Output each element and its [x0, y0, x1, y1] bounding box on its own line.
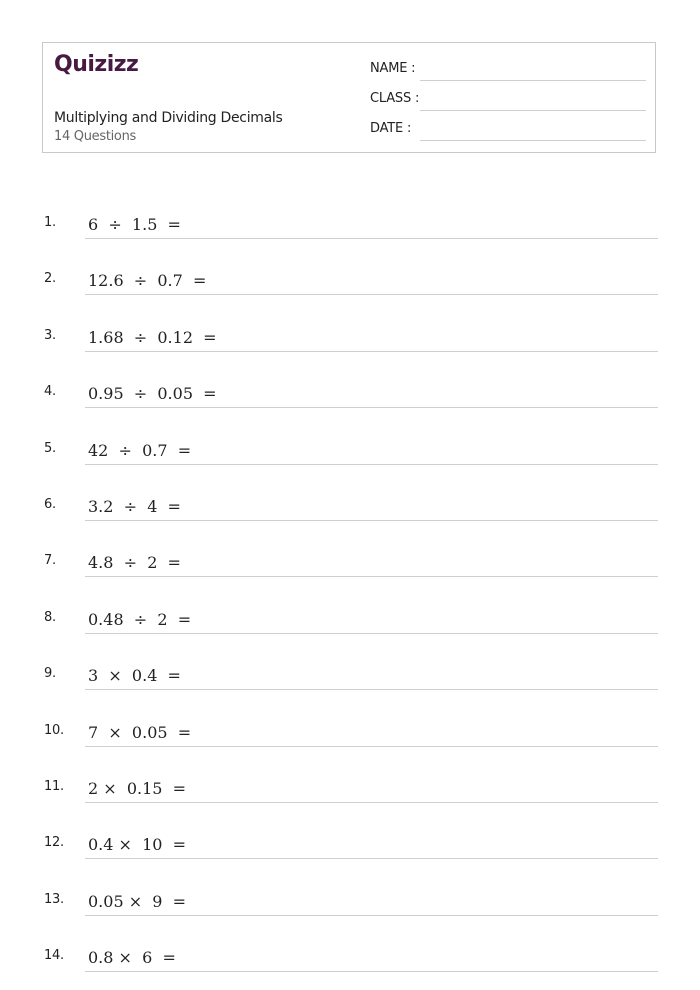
question-number: 8.	[44, 609, 56, 625]
question-expression: 1.68 ÷ 0.12 =	[88, 327, 217, 347]
question-expression: 2 × 0.15 =	[88, 779, 187, 798]
question-row	[0, 441, 700, 465]
question-number: 7.	[44, 553, 56, 569]
answer-line[interactable]	[85, 858, 658, 859]
question-row	[0, 779, 700, 803]
answer-line[interactable]	[85, 689, 658, 690]
worksheet-header	[42, 42, 656, 153]
question-row	[0, 497, 700, 521]
answer-line[interactable]	[85, 238, 658, 239]
name-label: NAME :	[370, 61, 416, 76]
question-row	[0, 553, 700, 577]
answer-line[interactable]	[85, 294, 658, 295]
question-number: 11.	[44, 779, 64, 794]
question-count: 14 Questions	[54, 129, 136, 144]
question-number: 14.	[44, 948, 64, 964]
answer-line[interactable]	[85, 971, 658, 972]
question-row	[0, 610, 700, 634]
question-expression: 7 × 0.05 =	[88, 722, 192, 742]
question-expression: 0.48 ÷ 2 =	[88, 609, 192, 629]
question-row	[0, 384, 700, 408]
question-row	[0, 723, 700, 747]
question-row	[0, 271, 700, 295]
question-row	[0, 892, 700, 916]
question-expression: 0.95 ÷ 0.05 =	[88, 384, 217, 404]
answer-line[interactable]	[85, 351, 658, 352]
name-field[interactable]	[370, 61, 646, 81]
question-number: 1.	[44, 215, 56, 230]
date-field[interactable]	[370, 121, 646, 141]
question-expression: 42 ÷ 0.7 =	[88, 440, 192, 460]
question-number: 6.	[44, 497, 56, 512]
question-number: 12.	[44, 835, 64, 851]
name-line	[420, 80, 646, 81]
question-expression: 4.8 ÷ 2 =	[88, 553, 181, 573]
question-number: 5.	[44, 440, 56, 456]
question-row	[0, 835, 700, 859]
question-expression: 3 × 0.4 =	[88, 666, 181, 686]
quizizz-logo: Quizizz	[54, 52, 139, 77]
class-label: CLASS :	[370, 91, 420, 106]
answer-line[interactable]	[85, 633, 658, 634]
question-number: 10.	[44, 722, 64, 738]
question-number: 13.	[44, 891, 64, 907]
question-row	[0, 328, 700, 352]
question-expression: 12.6 ÷ 0.7 =	[88, 271, 207, 291]
answer-line[interactable]	[85, 746, 658, 747]
answer-line[interactable]	[85, 915, 658, 916]
question-row	[0, 948, 700, 972]
question-number: 3.	[44, 327, 56, 343]
class-field[interactable]	[370, 91, 646, 111]
answer-line[interactable]	[85, 464, 658, 465]
question-expression: 0.8 × 6 =	[88, 948, 176, 968]
question-expression: 3.2 ÷ 4 =	[88, 497, 181, 516]
worksheet-title: Multiplying and Dividing Decimals	[54, 110, 283, 126]
answer-line[interactable]	[85, 520, 658, 521]
date-line	[420, 140, 646, 141]
answer-line[interactable]	[85, 576, 658, 577]
question-row	[0, 666, 700, 690]
question-row	[0, 215, 700, 239]
question-expression: 0.4 × 10 =	[88, 835, 187, 855]
answer-line[interactable]	[85, 802, 658, 803]
question-expression: 6 ÷ 1.5 =	[88, 215, 181, 234]
answer-line[interactable]	[85, 407, 658, 408]
question-number: 4.	[44, 384, 56, 400]
question-expression: 0.05 × 9 =	[88, 891, 187, 911]
question-number: 2.	[44, 271, 56, 287]
class-line	[420, 110, 646, 111]
date-label: DATE :	[370, 121, 412, 136]
question-number: 9.	[44, 666, 56, 682]
